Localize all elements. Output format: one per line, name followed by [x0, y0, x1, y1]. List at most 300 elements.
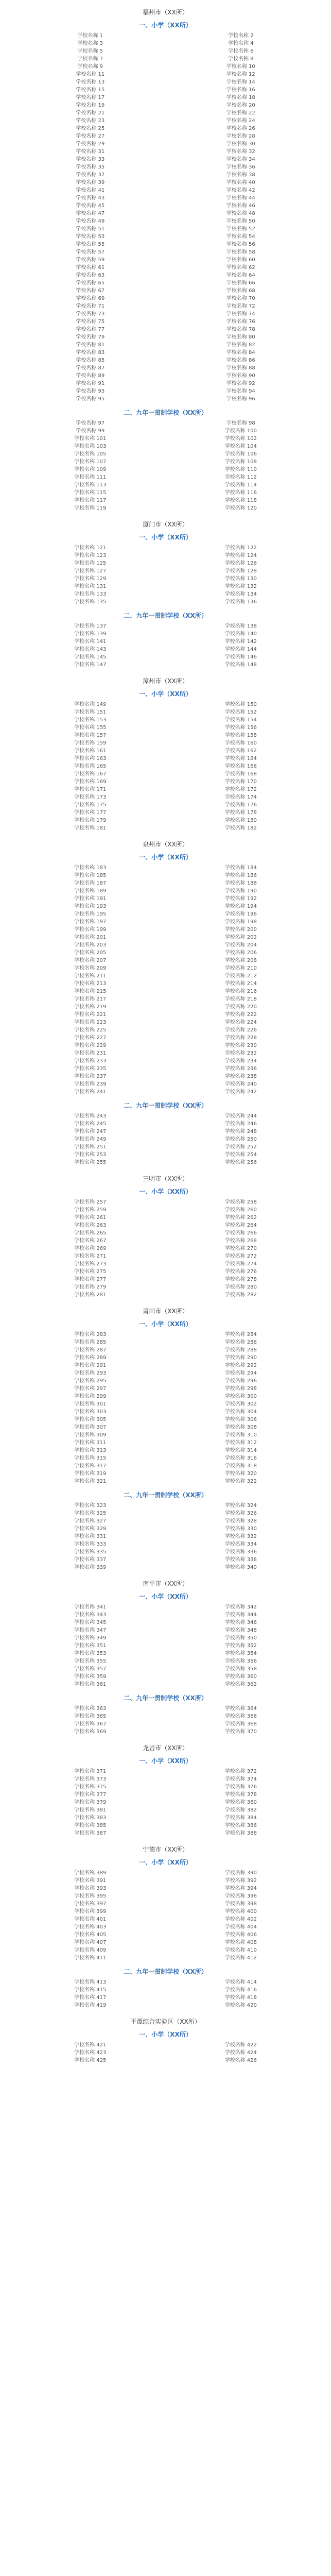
school-entry: 学校名称 104 — [224, 444, 257, 449]
school-entry: 学校名称 34 — [226, 157, 255, 162]
school-entry: 学校名称 383 — [74, 1815, 107, 1821]
school-entry: 学校名称 20 — [226, 103, 255, 108]
section-title: 二、九年一贯制学校（XX所） — [124, 612, 207, 619]
school-entry: 学校名称 6 — [228, 48, 254, 54]
school-entry: 学校名称 198 — [224, 919, 257, 925]
school-entry: 学校名称 54 — [226, 234, 255, 240]
school-entry: 学校名称 156 — [224, 725, 257, 731]
school-entry: 学校名称 347 — [74, 1628, 107, 1633]
school-entry: 学校名称 246 — [224, 1121, 257, 1127]
school-entry: 学校名称 279 — [74, 1284, 107, 1290]
school-entry: 学校名称 66 — [226, 280, 255, 286]
school-entry: 学校名称 175 — [74, 802, 107, 808]
school-entry: 学校名称 52 — [226, 226, 255, 232]
city-block — [20, 2016, 311, 2064]
school-entry: 学校名称 82 — [226, 342, 255, 348]
school-entry: 学校名称 250 — [224, 1137, 257, 1142]
school-entry: 学校名称 335 — [74, 1549, 107, 1555]
school-entry: 学校名称 373 — [74, 1776, 107, 1782]
section-title: 一、小学（XX所） — [139, 22, 192, 29]
school-entry: 学校名称 409 — [74, 1947, 107, 1953]
section-title: 一、小学（XX所） — [139, 854, 192, 861]
school-entry: 学校名称 248 — [224, 1129, 257, 1134]
school-entry: 学校名称 171 — [74, 787, 107, 792]
school-entry: 学校名称 90 — [226, 373, 255, 379]
school-entry: 学校名称 272 — [224, 1253, 257, 1259]
school-entry: 学校名称 267 — [74, 1238, 107, 1244]
section-title: 一、小学（XX所） — [139, 2031, 192, 2038]
school-grid — [20, 32, 311, 403]
school-entry: 学校名称 330 — [224, 1526, 257, 1532]
school-entry: 学校名称 341 — [74, 1604, 107, 1610]
school-entry: 学校名称 303 — [74, 1409, 107, 1415]
school-entry: 学校名称 130 — [224, 576, 257, 582]
school-entry: 学校名称 84 — [226, 350, 255, 355]
school-entry: 学校名称 180 — [224, 818, 257, 823]
school-grid — [20, 1198, 311, 1299]
school-entry: 学校名称 224 — [224, 1020, 257, 1025]
school-entry: 学校名称 141 — [74, 639, 107, 645]
school-entry: 学校名称 158 — [224, 733, 257, 738]
school-entry: 学校名称 79 — [76, 334, 105, 340]
school-entry: 学校名称 308 — [224, 1425, 257, 1430]
school-entry: 学校名称 297 — [74, 1386, 107, 1392]
school-entry: 学校名称 74 — [226, 311, 255, 317]
school-entry: 学校名称 392 — [224, 1878, 257, 1884]
school-entry: 学校名称 124 — [224, 553, 257, 558]
school-entry: 学校名称 424 — [224, 2050, 257, 2056]
school-entry: 学校名称 261 — [74, 1215, 107, 1221]
school-entry: 学校名称 259 — [74, 1207, 107, 1213]
school-entry: 学校名称 96 — [226, 396, 255, 402]
school-entry: 学校名称 249 — [74, 1137, 107, 1142]
school-entry: 学校名称 123 — [74, 553, 107, 558]
city-title: 漳州市（XX所） — [143, 677, 188, 685]
school-grid — [20, 2041, 311, 2064]
school-entry: 学校名称 235 — [74, 1066, 107, 1072]
school-entry: 学校名称 325 — [74, 1511, 107, 1516]
school-entry: 学校名称 201 — [74, 935, 107, 940]
city-title: 福州市（XX所） — [143, 9, 188, 16]
school-entry: 学校名称 92 — [226, 381, 255, 386]
school-entry: 学校名称 382 — [224, 1807, 257, 1813]
school-entry: 学校名称 166 — [224, 764, 257, 769]
school-entry: 学校名称 350 — [224, 1635, 257, 1641]
city-title: 莆田市（XX所） — [143, 1308, 188, 1315]
school-entry: 学校名称 357 — [74, 1666, 107, 1672]
school-entry: 学校名称 327 — [74, 1518, 107, 1524]
school-entry: 学校名称 242 — [224, 1089, 257, 1095]
school-section — [20, 1490, 311, 1571]
school-entry: 学校名称 119 — [74, 505, 107, 511]
school-entry: 学校名称 225 — [74, 1027, 107, 1033]
school-entry: 学校名称 217 — [74, 996, 107, 1002]
school-entry: 学校名称 274 — [224, 1261, 257, 1267]
school-entry: 学校名称 162 — [224, 748, 257, 754]
school-entry: 学校名称 59 — [76, 257, 105, 263]
school-entry: 学校名称 294 — [224, 1370, 257, 1376]
school-entry: 学校名称 422 — [224, 2042, 257, 2048]
school-grid — [20, 622, 311, 669]
school-entry: 学校名称 68 — [226, 288, 255, 294]
school-entry: 学校名称 187 — [74, 880, 107, 886]
school-entry: 学校名称 101 — [74, 436, 107, 442]
school-entry: 学校名称 238 — [224, 1074, 257, 1079]
school-entry: 学校名称 18 — [226, 95, 255, 100]
school-entry: 学校名称 109 — [74, 467, 107, 472]
school-entry: 学校名称 60 — [226, 257, 255, 263]
school-entry: 学校名称 203 — [74, 942, 107, 948]
school-entry: 学校名称 317 — [74, 1463, 107, 1469]
school-entry: 学校名称 137 — [74, 623, 107, 629]
school-entry: 学校名称 380 — [224, 1800, 257, 1805]
school-entry: 学校名称 300 — [224, 1394, 257, 1399]
school-entry: 学校名称 316 — [224, 1455, 257, 1461]
school-entry: 学校名称 67 — [76, 288, 105, 294]
school-entry: 学校名称 251 — [74, 1144, 107, 1150]
school-entry: 学校名称 154 — [224, 717, 257, 723]
school-entry: 学校名称 151 — [74, 709, 107, 715]
school-entry: 学校名称 190 — [224, 888, 257, 894]
school-entry: 学校名称 195 — [74, 911, 107, 917]
city-block — [20, 7, 311, 512]
school-entry: 学校名称 86 — [226, 358, 255, 363]
school-entry: 学校名称 222 — [224, 1012, 257, 1018]
school-entry: 学校名称 241 — [74, 1089, 107, 1095]
school-entry: 学校名称 47 — [76, 211, 105, 216]
school-entry: 学校名称 398 — [224, 1901, 257, 1907]
school-entry: 学校名称 311 — [74, 1440, 107, 1446]
school-entry: 学校名称 333 — [74, 1541, 107, 1547]
school-entry: 学校名称 80 — [226, 334, 255, 340]
school-entry: 学校名称 403 — [74, 1924, 107, 1930]
school-entry: 学校名称 140 — [224, 631, 257, 637]
school-entry: 学校名称 253 — [74, 1152, 107, 1158]
school-grid — [20, 1603, 311, 1688]
school-entry: 学校名称 394 — [224, 1886, 257, 1891]
school-entry: 学校名称 334 — [224, 1541, 257, 1547]
school-entry: 学校名称 143 — [74, 647, 107, 652]
school-entry: 学校名称 413 — [74, 1979, 107, 1985]
school-entry: 学校名称 315 — [74, 1455, 107, 1461]
school-entry: 学校名称 304 — [224, 1409, 257, 1415]
school-entry: 学校名称 71 — [76, 303, 105, 309]
school-section — [20, 1967, 311, 2009]
school-entry: 学校名称 51 — [76, 226, 105, 232]
school-entry: 学校名称 353 — [74, 1651, 107, 1656]
school-entry: 学校名称 167 — [74, 771, 107, 777]
school-entry: 学校名称 386 — [224, 1823, 257, 1828]
school-entry: 学校名称 23 — [76, 118, 105, 124]
school-entry: 学校名称 421 — [74, 2042, 107, 2048]
school-entry: 学校名称 358 — [224, 1666, 257, 1672]
school-section — [20, 1101, 311, 1166]
school-section — [20, 1319, 311, 1485]
school-grid — [20, 1331, 311, 1485]
school-entry: 学校名称 282 — [224, 1292, 257, 1298]
school-grid — [20, 864, 311, 1096]
school-entry: 学校名称 144 — [224, 647, 257, 652]
school-entry: 学校名称 306 — [224, 1417, 257, 1422]
school-entry: 学校名称 159 — [74, 740, 107, 746]
school-entry: 学校名称 116 — [224, 490, 257, 496]
school-section — [20, 1592, 311, 1688]
school-entry: 学校名称 103 — [74, 444, 107, 449]
school-entry: 学校名称 63 — [76, 273, 105, 278]
school-entry: 学校名称 21 — [76, 110, 105, 116]
school-entry: 学校名称 244 — [224, 1113, 257, 1119]
school-entry: 学校名称 339 — [74, 1565, 107, 1570]
city-block — [20, 1844, 311, 2009]
school-entry: 学校名称 121 — [74, 545, 107, 551]
school-entry: 学校名称 172 — [224, 787, 257, 792]
school-entry: 学校名称 73 — [76, 311, 105, 317]
school-entry: 学校名称 76 — [226, 319, 255, 325]
school-section — [20, 21, 311, 403]
school-entry: 学校名称 163 — [74, 756, 107, 761]
school-entry: 学校名称 15 — [76, 87, 105, 93]
school-entry: 学校名称 196 — [224, 911, 257, 917]
section-title: 一、小学（XX所） — [139, 1757, 192, 1765]
school-entry: 学校名称 133 — [74, 591, 107, 597]
school-entry: 学校名称 262 — [224, 1215, 257, 1221]
school-entry: 学校名称 301 — [74, 1401, 107, 1407]
school-entry: 学校名称 94 — [226, 388, 255, 394]
school-entry: 学校名称 375 — [74, 1784, 107, 1790]
school-entry: 学校名称 213 — [74, 981, 107, 987]
school-entry: 学校名称 29 — [76, 141, 105, 147]
school-entry: 学校名称 8 — [228, 56, 254, 62]
school-entry: 学校名称 329 — [74, 1526, 107, 1532]
school-entry: 学校名称 231 — [74, 1050, 107, 1056]
school-entry: 学校名称 88 — [226, 365, 255, 371]
school-entry: 学校名称 348 — [224, 1628, 257, 1633]
school-entry: 学校名称 366 — [224, 1714, 257, 1719]
school-entry: 学校名称 236 — [224, 1066, 257, 1072]
school-entry: 学校名称 106 — [224, 451, 257, 457]
school-entry: 学校名称 314 — [224, 1448, 257, 1453]
school-section — [20, 689, 311, 832]
school-entry: 学校名称 45 — [76, 203, 105, 209]
school-entry: 学校名称 56 — [226, 242, 255, 247]
school-entry: 学校名称 200 — [224, 927, 257, 933]
city-block — [20, 519, 311, 669]
school-entry: 学校名称 30 — [226, 141, 255, 147]
school-entry: 学校名称 70 — [226, 296, 255, 301]
school-entry: 学校名称 50 — [226, 218, 255, 224]
school-entry: 学校名称 208 — [224, 958, 257, 963]
school-entry: 学校名称 240 — [224, 1081, 257, 1087]
school-entry: 学校名称 36 — [226, 164, 255, 170]
school-entry: 学校名称 368 — [224, 1721, 257, 1727]
school-entry: 学校名称 145 — [74, 654, 107, 660]
school-entry: 学校名称 214 — [224, 981, 257, 987]
school-entry: 学校名称 290 — [224, 1355, 257, 1361]
section-title: 二、九年一贯制学校（XX所） — [124, 1102, 207, 1109]
school-entry: 学校名称 206 — [224, 950, 257, 956]
school-entry: 学校名称 402 — [224, 1917, 257, 1922]
school-entry: 学校名称 397 — [74, 1901, 107, 1907]
school-entry: 学校名称 83 — [76, 350, 105, 355]
school-entry: 学校名称 286 — [224, 1340, 257, 1345]
section-title: 一、小学（XX所） — [139, 1188, 192, 1195]
school-entry: 学校名称 416 — [224, 1987, 257, 1993]
city-title: 泉州市（XX所） — [143, 841, 188, 848]
school-entry: 学校名称 135 — [74, 599, 107, 605]
school-entry: 学校名称 136 — [224, 599, 257, 605]
school-entry: 学校名称 111 — [74, 474, 107, 480]
school-entry: 学校名称 197 — [74, 919, 107, 925]
school-entry: 学校名称 415 — [74, 1987, 107, 1993]
school-entry: 学校名称 134 — [224, 591, 257, 597]
school-section — [20, 611, 311, 669]
school-entry: 学校名称 331 — [74, 1534, 107, 1539]
school-entry: 学校名称 142 — [224, 639, 257, 645]
school-entry: 学校名称 280 — [224, 1284, 257, 1290]
school-grid — [20, 544, 311, 606]
school-entry: 学校名称 49 — [76, 218, 105, 224]
school-entry: 学校名称 146 — [224, 654, 257, 660]
school-entry: 学校名称 127 — [74, 568, 107, 574]
school-entry: 学校名称 93 — [76, 388, 105, 394]
school-entry: 学校名称 61 — [76, 265, 105, 270]
school-entry: 学校名称 164 — [224, 756, 257, 761]
school-entry: 学校名称 204 — [224, 942, 257, 948]
school-entry: 学校名称 161 — [74, 748, 107, 754]
school-entry: 学校名称 401 — [74, 1917, 107, 1922]
school-entry: 学校名称 209 — [74, 965, 107, 971]
school-entry: 学校名称 168 — [224, 771, 257, 777]
school-entry: 学校名称 38 — [226, 172, 255, 178]
school-entry: 学校名称 95 — [76, 396, 105, 402]
school-entry: 学校名称 192 — [224, 896, 257, 902]
school-entry: 学校名称 365 — [74, 1714, 107, 1719]
school-entry: 学校名称 178 — [224, 810, 257, 816]
school-entry: 学校名称 385 — [74, 1823, 107, 1828]
section-title: 一、小学（XX所） — [139, 1320, 192, 1328]
school-entry: 学校名称 173 — [74, 794, 107, 800]
school-grid — [20, 419, 311, 512]
school-entry: 学校名称 345 — [74, 1620, 107, 1625]
school-entry: 学校名称 69 — [76, 296, 105, 301]
school-entry: 学校名称 367 — [74, 1721, 107, 1727]
school-entry: 学校名称 57 — [76, 249, 105, 255]
section-title: 二、九年一贯制学校（XX所） — [124, 409, 207, 416]
school-entry: 学校名称 351 — [74, 1643, 107, 1649]
school-entry: 学校名称 53 — [76, 234, 105, 240]
school-entry: 学校名称 9 — [77, 64, 103, 70]
school-entry: 学校名称 396 — [224, 1893, 257, 1899]
school-entry: 学校名称 360 — [224, 1674, 257, 1680]
school-entry: 学校名称 157 — [74, 733, 107, 738]
school-entry: 学校名称 296 — [224, 1378, 257, 1384]
school-entry: 学校名称 268 — [224, 1238, 257, 1244]
school-entry: 学校名称 24 — [226, 118, 255, 124]
school-entry: 学校名称 62 — [226, 265, 255, 270]
school-entry: 学校名称 326 — [224, 1511, 257, 1516]
school-entry: 学校名称 179 — [74, 818, 107, 823]
school-entry: 学校名称 393 — [74, 1886, 107, 1891]
school-entry: 学校名称 5 — [77, 48, 103, 54]
school-entry: 学校名称 410 — [224, 1947, 257, 1953]
school-entry: 学校名称 391 — [74, 1878, 107, 1884]
school-entry: 学校名称 19 — [76, 103, 105, 108]
school-entry: 学校名称 205 — [74, 950, 107, 956]
school-entry: 学校名称 221 — [74, 1012, 107, 1018]
school-entry: 学校名称 183 — [74, 865, 107, 871]
school-entry: 学校名称 41 — [76, 188, 105, 193]
school-entry: 学校名称 336 — [224, 1549, 257, 1555]
school-entry: 学校名称 13 — [76, 79, 105, 85]
school-section — [20, 1756, 311, 1837]
school-entry: 学校名称 46 — [226, 203, 255, 209]
school-entry: 学校名称 42 — [226, 188, 255, 193]
school-entry: 学校名称 87 — [76, 365, 105, 371]
school-entry: 学校名称 378 — [224, 1792, 257, 1798]
section-title: 一、小学（XX所） — [139, 1859, 192, 1866]
school-entry: 学校名称 371 — [74, 1769, 107, 1774]
school-entry: 学校名称 43 — [76, 195, 105, 201]
school-grid — [20, 1768, 311, 1837]
school-entry: 学校名称 292 — [224, 1363, 257, 1368]
section-title: 二、九年一贯制学校（XX所） — [124, 1694, 207, 1702]
section-title: 一、小学（XX所） — [139, 690, 192, 698]
city-block — [20, 839, 311, 1166]
school-entry: 学校名称 289 — [74, 1355, 107, 1361]
school-entry: 学校名称 324 — [224, 1503, 257, 1509]
school-entry: 学校名称 11 — [76, 72, 105, 77]
school-entry: 学校名称 149 — [74, 702, 107, 707]
school-entry: 学校名称 234 — [224, 1058, 257, 1064]
school-entry: 学校名称 245 — [74, 1121, 107, 1127]
school-entry: 学校名称 176 — [224, 802, 257, 808]
school-entry: 学校名称 285 — [74, 1340, 107, 1345]
school-entry: 学校名称 381 — [74, 1807, 107, 1813]
school-entry: 学校名称 298 — [224, 1386, 257, 1392]
school-entry: 学校名称 323 — [74, 1503, 107, 1509]
school-entry: 学校名称 260 — [224, 1207, 257, 1213]
school-entry: 学校名称 64 — [226, 273, 255, 278]
city-block — [20, 1743, 311, 1837]
city-title: 三明市（XX所） — [143, 1175, 188, 1182]
school-entry: 学校名称 407 — [74, 1940, 107, 1945]
school-entry: 学校名称 278 — [224, 1277, 257, 1282]
school-entry: 学校名称 194 — [224, 904, 257, 909]
school-entry: 学校名称 355 — [74, 1658, 107, 1664]
school-entry: 学校名称 81 — [76, 342, 105, 348]
school-entry: 学校名称 265 — [74, 1230, 107, 1236]
school-entry: 学校名称 174 — [224, 794, 257, 800]
school-entry: 学校名称 283 — [74, 1332, 107, 1337]
city-title: 宁德市（XX所） — [143, 1846, 188, 1853]
school-entry: 学校名称 269 — [74, 1246, 107, 1251]
school-entry: 学校名称 384 — [224, 1815, 257, 1821]
school-entry: 学校名称 243 — [74, 1113, 107, 1119]
school-entry: 学校名称 39 — [76, 180, 105, 185]
city-title: 南平市（XX所） — [143, 1580, 188, 1587]
school-entry: 学校名称 184 — [224, 865, 257, 871]
school-entry: 学校名称 293 — [74, 1370, 107, 1376]
school-entry: 学校名称 417 — [74, 1995, 107, 2001]
school-entry: 学校名称 295 — [74, 1378, 107, 1384]
school-entry: 学校名称 207 — [74, 958, 107, 963]
school-entry: 学校名称 404 — [224, 1924, 257, 1930]
school-entry: 学校名称 181 — [74, 825, 107, 831]
school-entry: 学校名称 170 — [224, 779, 257, 785]
city-title: 龙岩市（XX所） — [143, 1744, 188, 1752]
school-entry: 学校名称 254 — [224, 1152, 257, 1158]
school-entry: 学校名称 139 — [74, 631, 107, 637]
